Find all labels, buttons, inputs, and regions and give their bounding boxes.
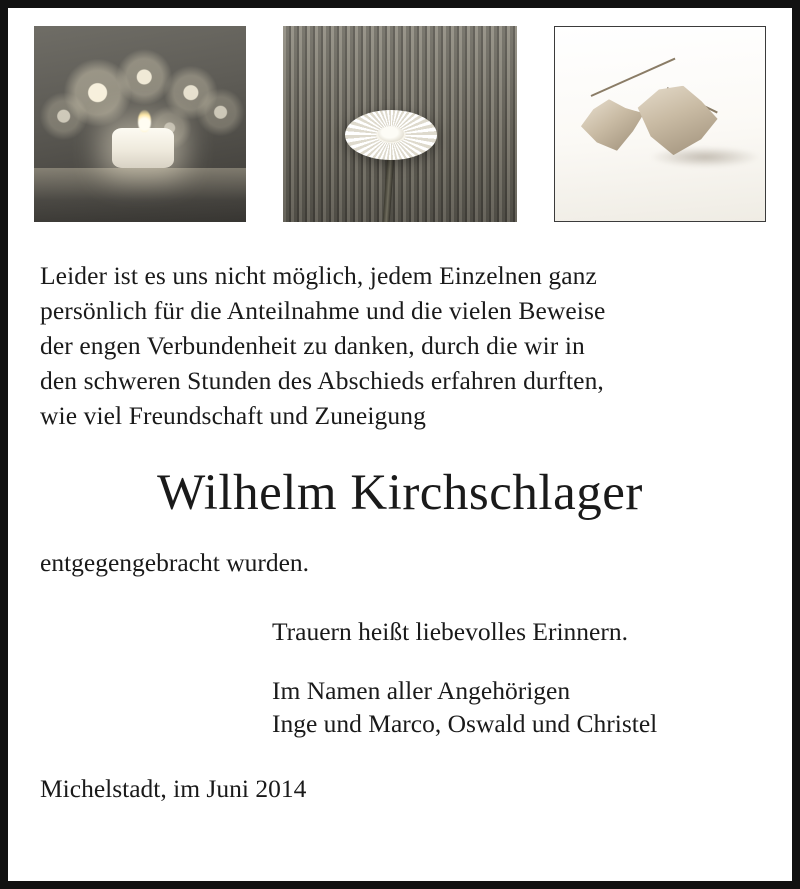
- gerbera-photo: [283, 26, 517, 222]
- candles-photo: [34, 26, 246, 222]
- after-name-text: entgegengebracht wurden.: [40, 547, 310, 577]
- intro-line: den schweren Stunden des Abschieds erfahren durften,: [40, 366, 604, 395]
- intro-line: Leider ist es uns nicht möglich, jedem Einzelnen ganz: [40, 261, 597, 290]
- tealight-candle-icon: [112, 128, 174, 168]
- photo-row: [34, 26, 766, 232]
- text-block: [34, 232, 766, 804]
- motto-text: Trauern heißt liebevolles Erinnern.: [272, 616, 628, 646]
- intro-line: persönlich für die Anteilnahme und die vielen Beweise: [40, 296, 606, 325]
- deceased-name: Wilhelm Kirchschlager: [157, 465, 643, 521]
- family-line-1: Im Namen aller Angehörigen: [272, 675, 571, 705]
- leaf-icon-left: [578, 96, 647, 154]
- family-line-2: Inge und Marco, Oswald und Christel: [272, 708, 658, 738]
- intro-line: wie viel Freundschaft und Zuneigung: [40, 401, 426, 430]
- closing-block: [272, 615, 760, 740]
- candle-reflection: [34, 168, 246, 222]
- flame-icon: [138, 110, 151, 132]
- leaf-shadow: [651, 147, 759, 167]
- place-and-date: Michelstadt, im Juni 2014: [40, 773, 307, 803]
- autumn-leaves-photo: [554, 26, 766, 222]
- intro-line: der engen Verbundenheit zu danken, durch die wir in: [40, 331, 585, 360]
- intro-paragraph: [40, 258, 760, 433]
- flower-center: [378, 126, 404, 142]
